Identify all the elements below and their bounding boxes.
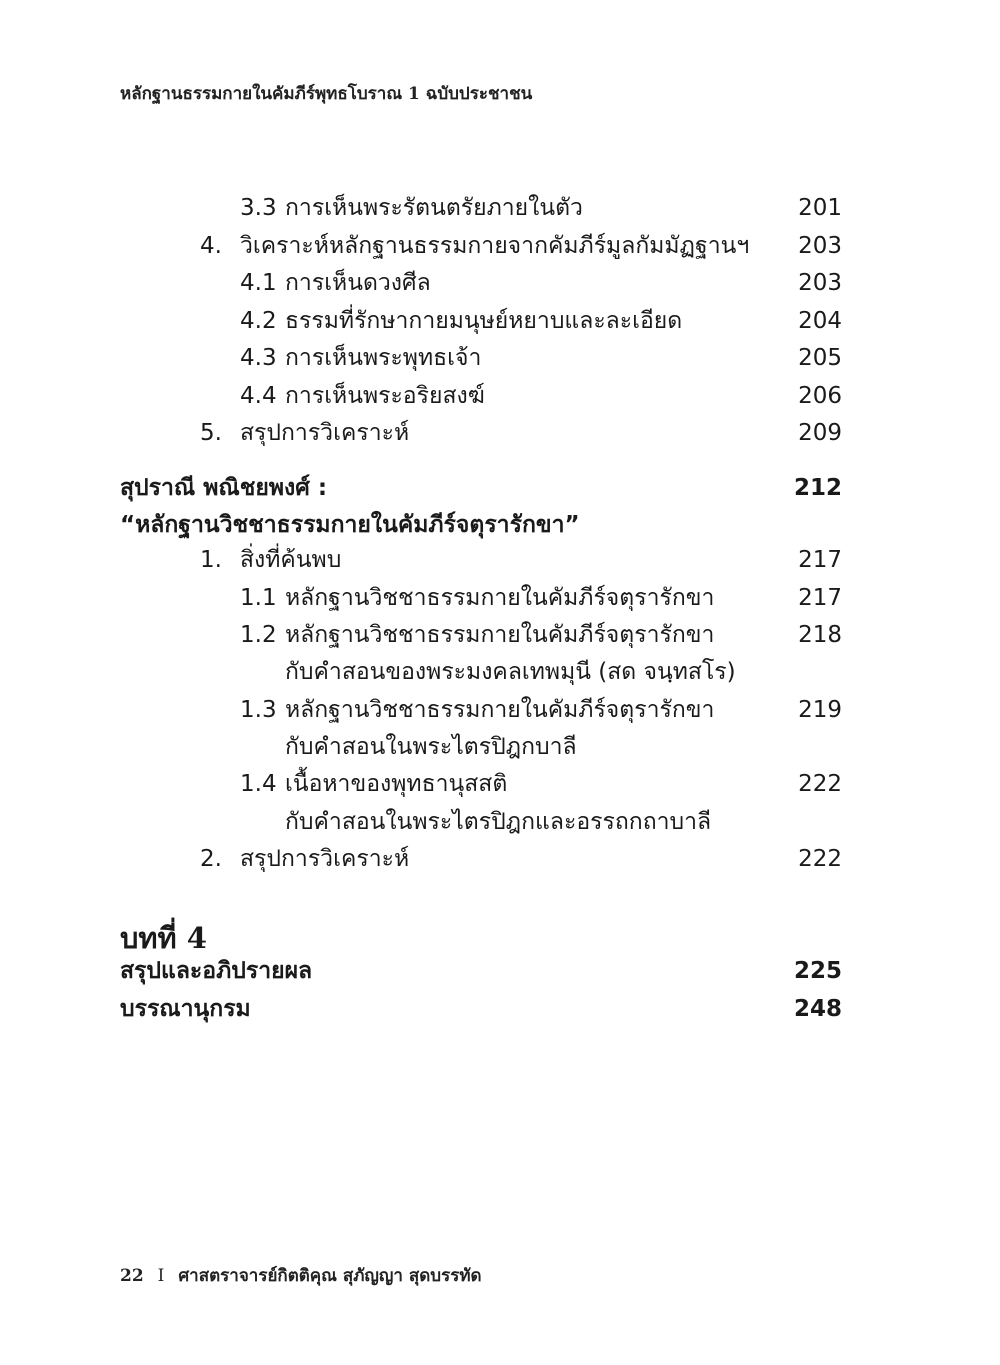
toc-entry-number: 4.3 bbox=[240, 345, 277, 371]
toc-entry-page: 218 bbox=[798, 622, 842, 648]
footer-author: ศาสตราจารย์กิตติคุณ สุภัญญา สุดบรรทัด bbox=[178, 1266, 482, 1286]
toc-entry-number: 1.2 bbox=[240, 622, 277, 648]
toc-entry-3-3 bbox=[0, 190, 1000, 226]
toc-entry-page: 205 bbox=[798, 345, 842, 371]
toc-entry-page: 203 bbox=[798, 270, 842, 296]
toc-entry-title-line2: กับคำสอนในพระไตรปิฎกและอรรถกถาบาลี bbox=[285, 809, 712, 835]
toc-entry-number: 1.4 bbox=[240, 771, 277, 797]
toc-entry-title: การเห็นดวงศีล bbox=[285, 270, 431, 296]
toc-entry-4 bbox=[0, 228, 1000, 264]
toc-entry-page: 217 bbox=[798, 547, 842, 573]
toc-entry-title: หลักฐานวิชชาธรรมกายในคัมภีร์จตุรารักขา bbox=[285, 622, 715, 648]
toc-entry-1-3 bbox=[0, 692, 1000, 728]
toc-entry-4-2 bbox=[0, 303, 1000, 339]
toc-entry-1-3-continued bbox=[0, 729, 1000, 765]
toc-entry-title: การเห็นพระรัตนตรัยภายในตัว bbox=[285, 195, 583, 221]
toc-entry-4-3 bbox=[0, 340, 1000, 376]
toc-entry-title: ธรรมที่รักษากายมนุษย์หยาบและละเอียด bbox=[285, 308, 683, 334]
toc-entry-1-1 bbox=[0, 580, 1000, 616]
toc-entry-number: 4.2 bbox=[240, 308, 277, 334]
toc-entry-title: การเห็นพระอริยสงฆ์ bbox=[285, 383, 485, 409]
toc-entry-1-2-continued bbox=[0, 654, 1000, 690]
toc-entry-4-4 bbox=[0, 378, 1000, 414]
toc-entry-title: เนื้อหาของพุทธานุสสติ bbox=[285, 771, 508, 797]
toc-entry-number: 1. bbox=[200, 547, 222, 573]
toc-author-entry bbox=[0, 470, 1000, 506]
toc-entry-1-4-continued bbox=[0, 804, 1000, 840]
toc-entry-4-1 bbox=[0, 265, 1000, 301]
toc-author-name: สุปราณี พณิชยพงศ์ : bbox=[120, 475, 328, 501]
page-footer bbox=[120, 1262, 482, 1289]
toc-entry-title-line2: กับคำสอนของพระมงคลเทพมุนี (สด จนฺทสโร) bbox=[285, 659, 736, 685]
footer-separator: I bbox=[157, 1266, 165, 1286]
toc-entry-page: 204 bbox=[798, 308, 842, 334]
toc-entry-title: สรุปการวิเคราะห์ bbox=[240, 846, 410, 872]
chapter-heading: บทที่ 4 bbox=[120, 921, 207, 955]
toc-entry-page: 203 bbox=[798, 233, 842, 259]
toc-entry-number: 2. bbox=[200, 846, 222, 872]
toc-entry-title: หลักฐานวิชชาธรรมกายในคัมภีร์จตุรารักขา bbox=[285, 585, 715, 611]
toc-entry-page: 212 bbox=[793, 475, 842, 501]
toc-entry-page: 219 bbox=[798, 697, 842, 723]
toc-entry-title: การเห็นพระพุทธเจ้า bbox=[285, 345, 482, 371]
toc-entry-page: 248 bbox=[793, 996, 842, 1022]
toc-entry-number: 4. bbox=[200, 233, 222, 259]
toc-entry-page: 201 bbox=[798, 195, 842, 221]
toc-entry-title: วิเคราะห์หลักฐานธรรมกายจากคัมภีร์มูลกัมมัฏฐานฯ bbox=[240, 233, 750, 259]
toc-entry-2 bbox=[0, 841, 1000, 877]
toc-entry-page: 222 bbox=[798, 846, 842, 872]
toc-entry-1-4 bbox=[0, 766, 1000, 802]
toc-entry-title: สิ่งที่ค้นพบ bbox=[240, 547, 342, 573]
toc-entry-title: หลักฐานวิชชาธรรมกายในคัมภีร์จตุรารักขา bbox=[285, 697, 715, 723]
toc-entry-number: 3.3 bbox=[240, 195, 277, 221]
running-header: หลักฐานธรรมกายในคัมภีร์พุทธโบราณ 1 ฉบับประชาชน bbox=[120, 84, 533, 104]
toc-entry-page: 217 bbox=[798, 585, 842, 611]
toc-entry-number: 4.1 bbox=[240, 270, 277, 296]
toc-entry-number: 1.1 bbox=[240, 585, 277, 611]
toc-entry-5 bbox=[0, 415, 1000, 451]
toc-entry-title: บรรณานุกรม bbox=[120, 996, 251, 1022]
toc-entry-page: 225 bbox=[793, 958, 842, 984]
page-number: 22 bbox=[120, 1266, 144, 1286]
toc-entry-number: 4.4 bbox=[240, 383, 277, 409]
toc-entry-title: สรุปการวิเคราะห์ bbox=[240, 420, 410, 446]
toc-entry-number: 1.3 bbox=[240, 697, 277, 723]
toc-bibliography-entry bbox=[0, 991, 1000, 1027]
toc-entry-page: 222 bbox=[798, 771, 842, 797]
toc-entry-title: สรุปและอภิปรายผล bbox=[120, 958, 313, 984]
toc-entry-number: 5. bbox=[200, 420, 222, 446]
toc-article-title bbox=[0, 507, 1000, 543]
toc-entry-1 bbox=[0, 542, 1000, 578]
toc-entry-page: 209 bbox=[798, 420, 842, 446]
toc-entry-1-2 bbox=[0, 617, 1000, 653]
toc-entry-title-line2: กับคำสอนในพระไตรปิฎกบาลี bbox=[285, 734, 577, 760]
toc-article-title-text: “หลักฐานวิชชาธรรมกายในคัมภีร์จตุรารักขา” bbox=[120, 512, 580, 538]
toc-entry-page: 206 bbox=[798, 383, 842, 409]
